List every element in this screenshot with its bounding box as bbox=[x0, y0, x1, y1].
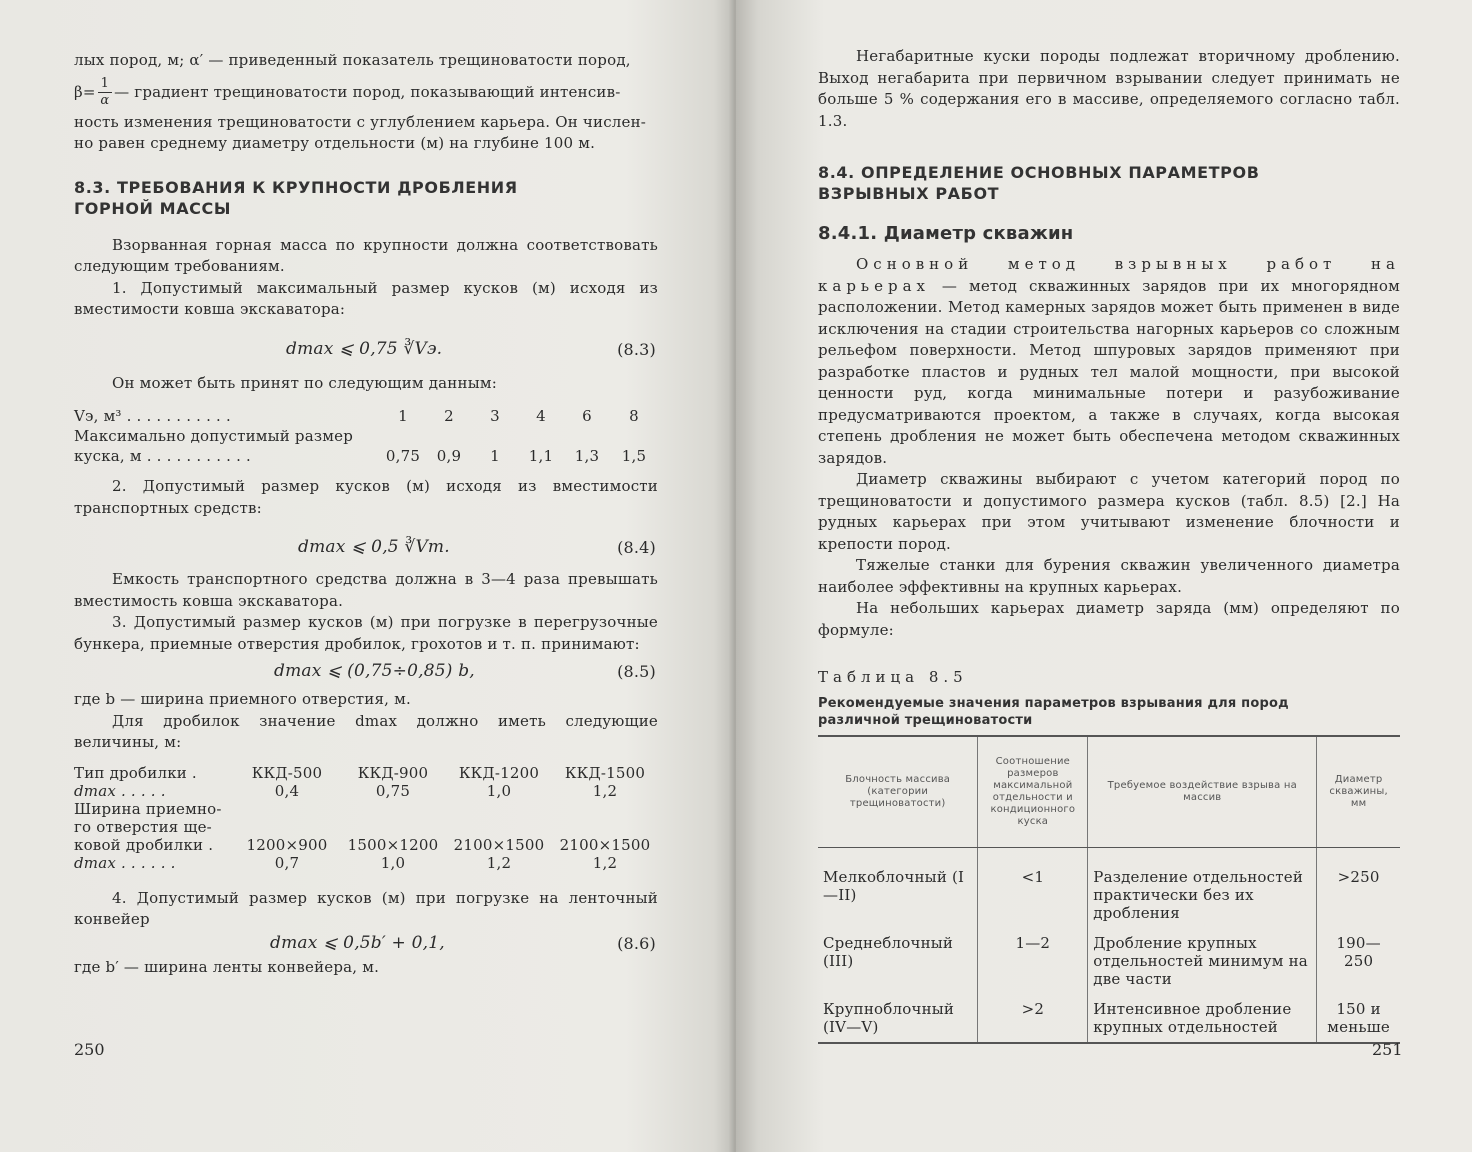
paragraph: Он может быть принят по следующим данным: bbox=[112, 373, 497, 392]
table-caption-line-2: различной трещиноватости bbox=[818, 712, 1033, 728]
page-number: 251 bbox=[1372, 1040, 1403, 1059]
table-caption-line-1: Рекомендуемые значения параметров взрывания для пород bbox=[818, 695, 1289, 711]
section-heading-line-1: 8.3. ТРЕБОВАНИЯ К КРУПНОСТИ ДРОБЛЕНИЯ bbox=[74, 177, 518, 197]
beta-fraction bbox=[98, 76, 112, 109]
table-cell: 4 bbox=[536, 407, 546, 425]
table-row-label: го отверстия ще- bbox=[74, 817, 212, 836]
table-row-label: Тип дробилки . bbox=[74, 763, 197, 782]
table-row-label: ковой дробилки . bbox=[74, 835, 214, 854]
table-cell: 0,4 bbox=[274, 781, 300, 800]
table-label: Таблица 8.5 bbox=[818, 668, 968, 686]
table-cell: ККД-1500 bbox=[564, 763, 646, 782]
table-row bbox=[818, 926, 1400, 992]
table-cell: Среднеблочный (III) bbox=[823, 933, 954, 970]
table-cell: 6 bbox=[582, 407, 592, 425]
table-row-label: Ширина приемно- bbox=[74, 799, 222, 818]
table-cell: 1,0 bbox=[380, 853, 406, 872]
table-cell: 1,2 bbox=[486, 853, 512, 872]
table-header-row bbox=[818, 736, 1400, 848]
paragraph: Взорванная горная масса по крупности должна соответствовать следующим требованиям. bbox=[74, 235, 658, 275]
beta-symbol: β= bbox=[74, 82, 96, 101]
formula-8-5 bbox=[74, 655, 658, 689]
bucket-size-table bbox=[74, 406, 658, 466]
paragraph: Негабаритные куски породы подлежат вторичному дроблению. Выход негабарита при первичном взрывании следует принимать не больше 5 % содержания его в массиве, определяемого согласно табл. 1.3. bbox=[818, 47, 1400, 130]
paragraph: 1. Допустимый максимальный размер кусков (м) исходя из вместимости ковша экскаватора: bbox=[74, 278, 658, 318]
table-cell: 1—2 bbox=[978, 926, 1088, 992]
table-header: Диаметр скважины, мм bbox=[1317, 736, 1400, 848]
table-row bbox=[818, 992, 1400, 1043]
section-heading-8-3 bbox=[74, 177, 658, 219]
table-cell: 1 bbox=[398, 407, 408, 425]
table-cell: 0,75 bbox=[375, 781, 411, 800]
section-heading-8-4 bbox=[818, 162, 1400, 204]
paragraph-text: — метод скважинных зарядов при их многорядном расположении. Метод камерных зарядов может быть применен в виде исключения на стадии строительства нагорных карьеров со сложным рельефом поверхности. Метод шпуровых зарядов применяют при разработке пластов и рудных тел малой мощности, при высокой ценности руд, когда минимальные потери и разубоживание предусматриваются проектом, а также в случаях, когда высокая степень дробления не может быть обеспечена методом скважинных зарядов. bbox=[818, 276, 1400, 467]
table-row-label: dmax . . . . . . bbox=[74, 853, 176, 872]
paragraph: На небольших карьерах диаметр заряда (мм) определяют по формуле: bbox=[818, 599, 1400, 639]
table-cell: ККД-900 bbox=[357, 763, 429, 782]
formula-expression: dmax ⩽ (0,75÷0,85) b, bbox=[274, 661, 475, 681]
paragraph: 3. Допустимый размер кусков (м) при погрузке в перегрузочные бункера, приемные отверстия дробилок, грохотов и т. п. принимают: bbox=[74, 613, 658, 653]
table-cell: Крупноблочный (IV—V) bbox=[818, 992, 978, 1043]
table-cell: >2 bbox=[978, 992, 1088, 1043]
paragraph: 4. Допустимый размер кусков (м) при погрузке на ленточный конвейер bbox=[74, 888, 658, 928]
formula-expression: dmax ⩽ 0,5 ∛Vт. bbox=[298, 537, 450, 557]
table-cell: 2100×1500 bbox=[559, 835, 651, 854]
table-cell: Разделение отдельностей практически без их дробления bbox=[1088, 847, 1317, 926]
formula-expression: dmax ⩽ 0,75 ∛Vэ. bbox=[286, 338, 443, 359]
formula-expression: dmax ⩽ 0,5b′ + 0,1, bbox=[270, 932, 445, 953]
table-cell: 2 bbox=[444, 407, 454, 425]
table-cell: 0,7 bbox=[274, 853, 300, 872]
section-heading-line-2: ГОРНОЙ МАССЫ bbox=[74, 198, 232, 218]
table-cell: 3 bbox=[490, 407, 500, 425]
paragraph: Тяжелые станки для бурения скважин увеличенного диаметра наиболее эффективны на крупных карьерах. bbox=[818, 556, 1400, 596]
paragraph: Для дробилок значение dmax должно иметь следующие величины, м: bbox=[74, 711, 658, 751]
formula-number: (8.5) bbox=[617, 662, 656, 681]
blasting-parameters-table bbox=[818, 735, 1400, 1044]
table-cell: 8 bbox=[629, 407, 639, 425]
intro-line-3: ность изменения трещиноватости с углублением карьера. Он числен- bbox=[74, 112, 647, 131]
paragraph: Диаметр скважины выбирают с учетом категорий пород по трещиноватости и допустимого размера кусков (табл. 8.5) [2.] На рудных карьерах при этом учитывают изменение блочности и крепости пород. bbox=[818, 470, 1400, 553]
table-row-label: dmax . . . . . bbox=[74, 781, 166, 800]
table-row bbox=[818, 847, 1400, 926]
table-cell: 1,5 bbox=[621, 447, 647, 465]
table-header: Соотношение размеров максимальной отдельности и кондиционного куска bbox=[978, 736, 1088, 848]
paragraph: где b — ширина приемного отверстия, м. bbox=[74, 690, 411, 708]
table-cell: <1 bbox=[978, 847, 1088, 926]
table-cell: >250 bbox=[1317, 847, 1400, 926]
fraction-numerator: 1 bbox=[98, 76, 112, 93]
table-cell: ККД-500 bbox=[251, 763, 323, 782]
formula-8-4 bbox=[74, 527, 658, 567]
table-cell: 150 и меньше bbox=[1317, 992, 1400, 1043]
table-caption bbox=[818, 695, 1400, 729]
table-cell: 190—250 bbox=[1317, 926, 1400, 992]
crusher-table bbox=[74, 764, 658, 872]
right-page-text bbox=[818, 46, 1400, 1044]
page-number: 250 bbox=[74, 1040, 105, 1059]
paragraph: 2. Допустимый размер кусков (м) исходя из вместимости транспортных средств: bbox=[74, 477, 658, 517]
table-cell: 1,0 bbox=[486, 781, 512, 800]
table-cell: 1,2 bbox=[592, 853, 618, 872]
formula-8-3 bbox=[74, 329, 658, 369]
table-header: Требуемое воздействие взрыва на массив bbox=[1088, 736, 1317, 848]
beta-formula-line bbox=[74, 72, 658, 112]
right-page bbox=[736, 0, 1472, 1152]
section-heading-line-1: 8.4. ОПРЕДЕЛЕНИЕ ОСНОВНЫХ ПАРАМЕТРОВ bbox=[818, 163, 1260, 182]
table-cell: 1,2 bbox=[592, 781, 618, 800]
section-heading-line-2: ВЗРЫВНЫХ РАБОТ bbox=[818, 184, 1000, 203]
table-cell: 1 bbox=[490, 447, 500, 465]
table-cell: 1,3 bbox=[574, 447, 600, 465]
table-cell: 1200×900 bbox=[246, 835, 328, 854]
table-cell: 0,9 bbox=[436, 447, 462, 465]
formula-number: (8.3) bbox=[617, 339, 656, 359]
intro-line-2: — градиент трещиноватости пород, показывающий интенсив- bbox=[114, 82, 621, 101]
table-row-label: Vэ, м³ . . . . . . . . . . . bbox=[74, 407, 231, 425]
subsection-heading: 8.4.1. Диаметр скважин bbox=[818, 223, 1074, 244]
left-page-text bbox=[74, 50, 658, 978]
table-row-label: куска, м . . . . . . . . . . . bbox=[74, 447, 252, 465]
intro-line-1: лых пород, м; α′ — приведенный показатель трещиноватости пород, bbox=[74, 51, 631, 69]
table-row-label: Максимально допустимый размер bbox=[74, 427, 354, 445]
table-cell: 1,1 bbox=[528, 447, 554, 465]
formula-number: (8.6) bbox=[617, 933, 656, 953]
fraction-denominator: α bbox=[100, 93, 110, 108]
table-cell: 0,75 bbox=[385, 447, 421, 465]
table-cell: ККД-1200 bbox=[458, 763, 540, 782]
table-cell: Интенсивное дробление крупных отдельностей bbox=[1088, 992, 1317, 1043]
paragraph: Емкость транспортного средства должна в 3—4 раза превышать вместимость ковша экскаватора. bbox=[74, 570, 658, 610]
table-cell: 2100×1500 bbox=[453, 835, 545, 854]
intro-line-4: но равен среднему диаметру отдельности (м) на глубине 100 м. bbox=[74, 134, 596, 152]
table-cell: Дробление крупных отдельностей минимум на две части bbox=[1088, 926, 1317, 992]
table-cell: 1500×1200 bbox=[347, 835, 439, 854]
formula-number: (8.4) bbox=[617, 538, 656, 557]
paragraph: где b′ — ширина ленты конвейера, м. bbox=[74, 957, 380, 976]
formula-8-6 bbox=[74, 931, 658, 957]
table-cell: Мелкоблочный (I—II) bbox=[823, 867, 965, 904]
spaced-emphasis: Основной метод взрывных работ на карьерах bbox=[818, 255, 1400, 295]
paragraph bbox=[818, 254, 1400, 469]
table-header: Блочность массива (категории трещиноватости) bbox=[818, 736, 978, 848]
